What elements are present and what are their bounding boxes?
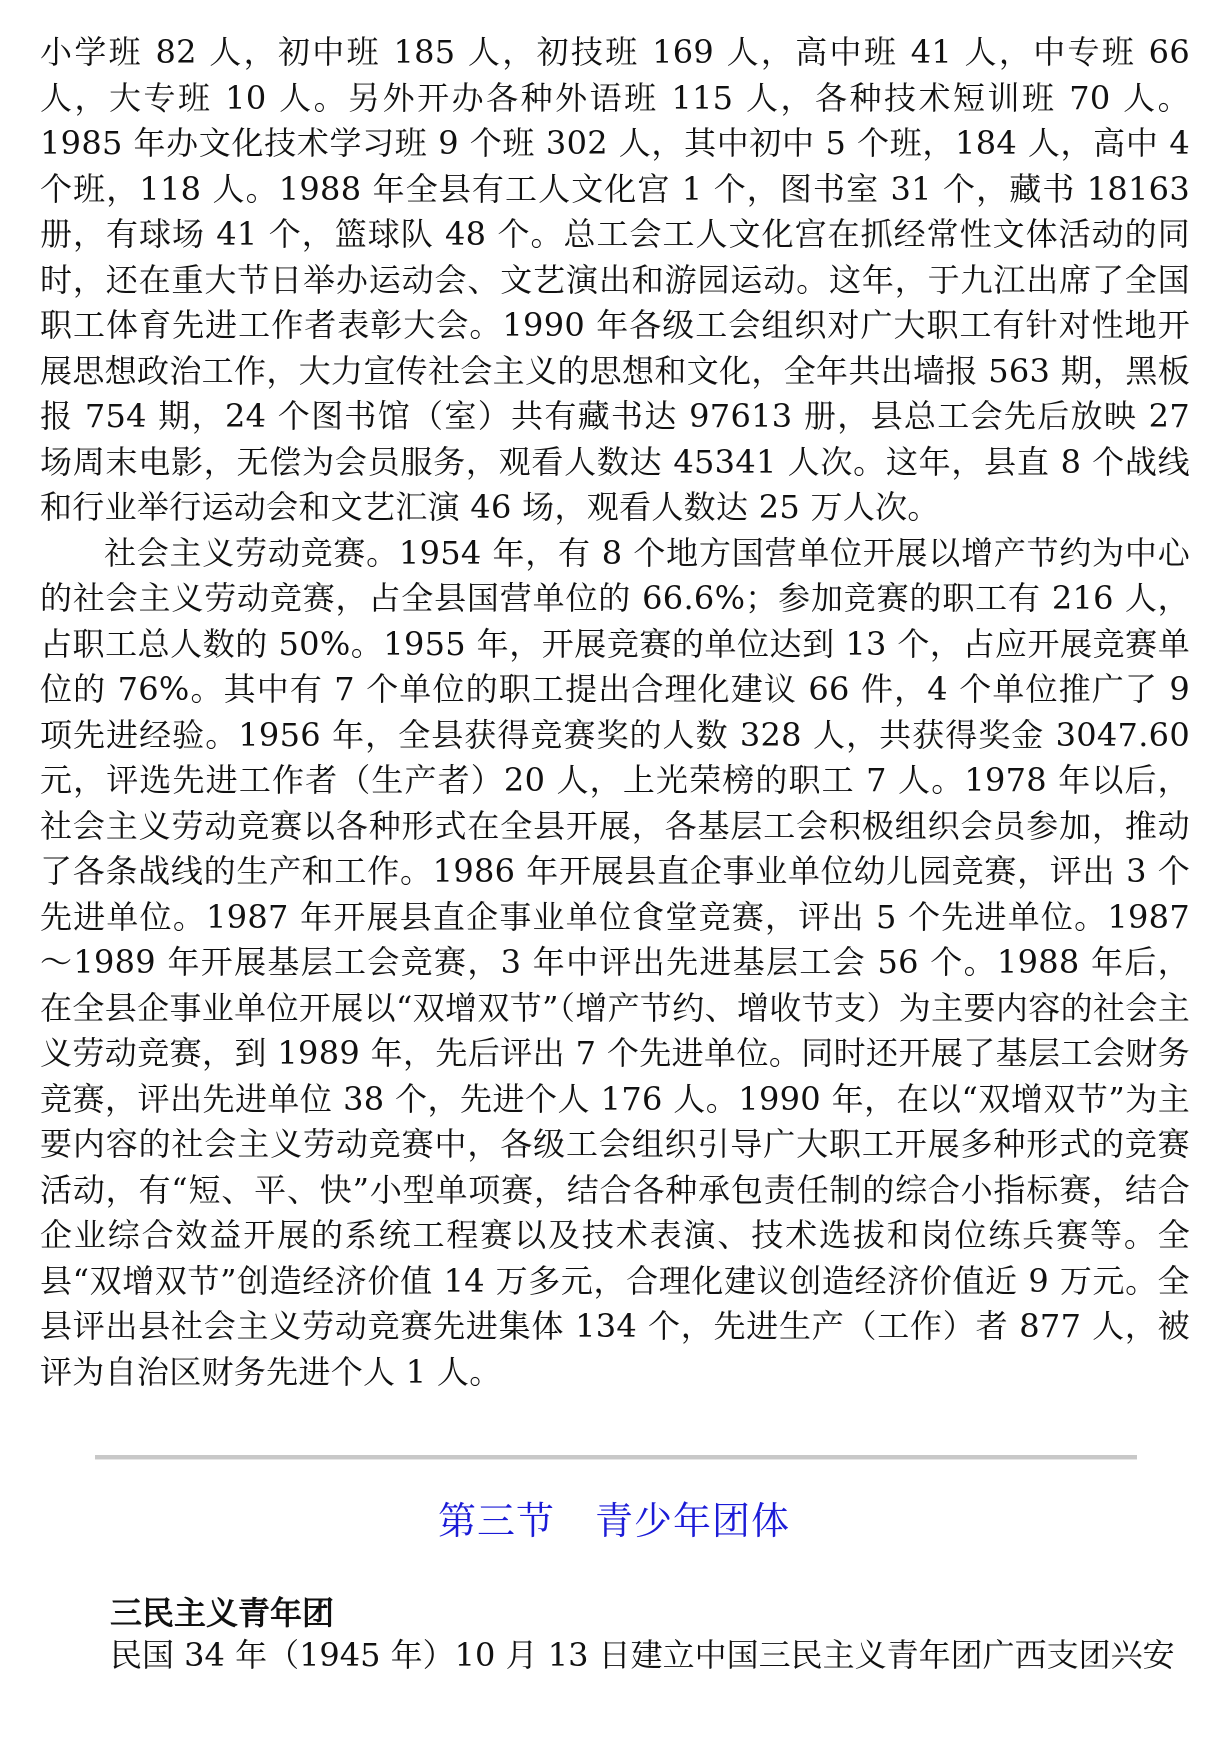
section-number: 第三节 <box>437 1499 555 1543</box>
section-heading <box>0 1490 1228 1545</box>
section-divider <box>95 1455 1137 1460</box>
paragraph-youth-league: 民国 34 年（1945 年）10 月 13 日建立中国三民主义青年团广西支团兴安 <box>110 1636 1175 1674</box>
section-title-text: 青少年团体 <box>595 1499 791 1543</box>
paragraph-labor-competition: 社会主义劳动竞赛。1954 年，有 8 个地方国营单位开展以增产节约为中心的社会主义劳动竞赛，占全县国营单位的 66.6%；参加竞赛的职工有 216 人，占职工总人数的 50%。1955 年，开展竞赛的单位达到 13 个，占应开展竞赛单位的 76%。其中有 7 个单位的职工提出合理化建议 66 件，4 个单位推广了 9 项先进经验。1956 年，全县获得竞赛奖的人数 328 人，共获得奖金 3047.60 元，评选先进工作者（生产者）20 人，上光荣榜的职工 7 人。1978 年以后，社会主义劳动竞赛以各种形式在全县开展，各基层工会积极组织会员参加，推动了各条战线的生产和工作。1986 年开展县直企事业单位幼儿园竞赛，评出 3 个先进单位。1987 年开展县直企事业单位食堂竞赛，评出 5 个先进单位。1987～1989 年开展基层工会竞赛，3 年中评出先进基层工会 56 个。1988 年后，在全县企事业单位开展以“双增双节”（增产节约、增收节支）为主要内容的社会主义劳动竞赛，到 1989 年，先后评出 7 个先进单位。同时还开展了基层工会财务竞赛，评出先进单位 38 个，先进个人 176 人。1990 年，在以“双增双节”为主要内容的社会主义劳动竞赛中，各级工会组织引导广大职工开展多种形式的竞赛活动，有“短、平、快”小型单项赛，结合各种承包责任制的综合小指标赛，结合企业综合效益开展的系统工程赛以及技术表演、技术选拔和岗位练兵赛等。全县“双增双节”创造经济价值 14 万多元，合理化建议创造经济价值近 9 万元。全县评出县社会主义劳动竞赛先进集体 134 个，先进生产（工作）者 877 人，被评为自治区财务先进个人 1 人。 <box>40 533 1190 1391</box>
subsection-heading: 三民主义青年团 <box>110 1594 335 1632</box>
paragraph-workers-culture: 小学班 82 人，初中班 185 人，初技班 169 人，高中班 41 人，中专班 66 人，大专班 10 人。另外开办各种外语班 115 人，各种技术短训班 70 人。1985 年办文化技术学习班 9 个班 302 人，其中初中 5 个班，184 人，高中 4 个班，118 人。1988 年全县有工人文化宫 1 个，图书室 31 个，藏书 18163 册，有球场 41 个，篮球队 48 个。总工会工人文化宫在抓经常性文体活动的同时，还在重大节日举办运动会、文艺演出和游园运动。这年，于九江出席了全国职工体育先进工作者表彰大会。1990 年各级工会组织对广大职工有针对性地开展思想政治工作，大力宣传社会主义的思想和文化，全年共出墙报 563 期，黑板报 754 期，24 个图书馆（室）共有藏书达 97613 册，县总工会先后放映 27 场周末电影，无偿为会员服务，观看人数达 45341 人次。这年，县直 8 个战线和行业举行运动会和文艺汇演 46 场，观看人数达 25 万人次。 <box>40 33 1190 526</box>
document-body <box>40 30 1190 1395</box>
